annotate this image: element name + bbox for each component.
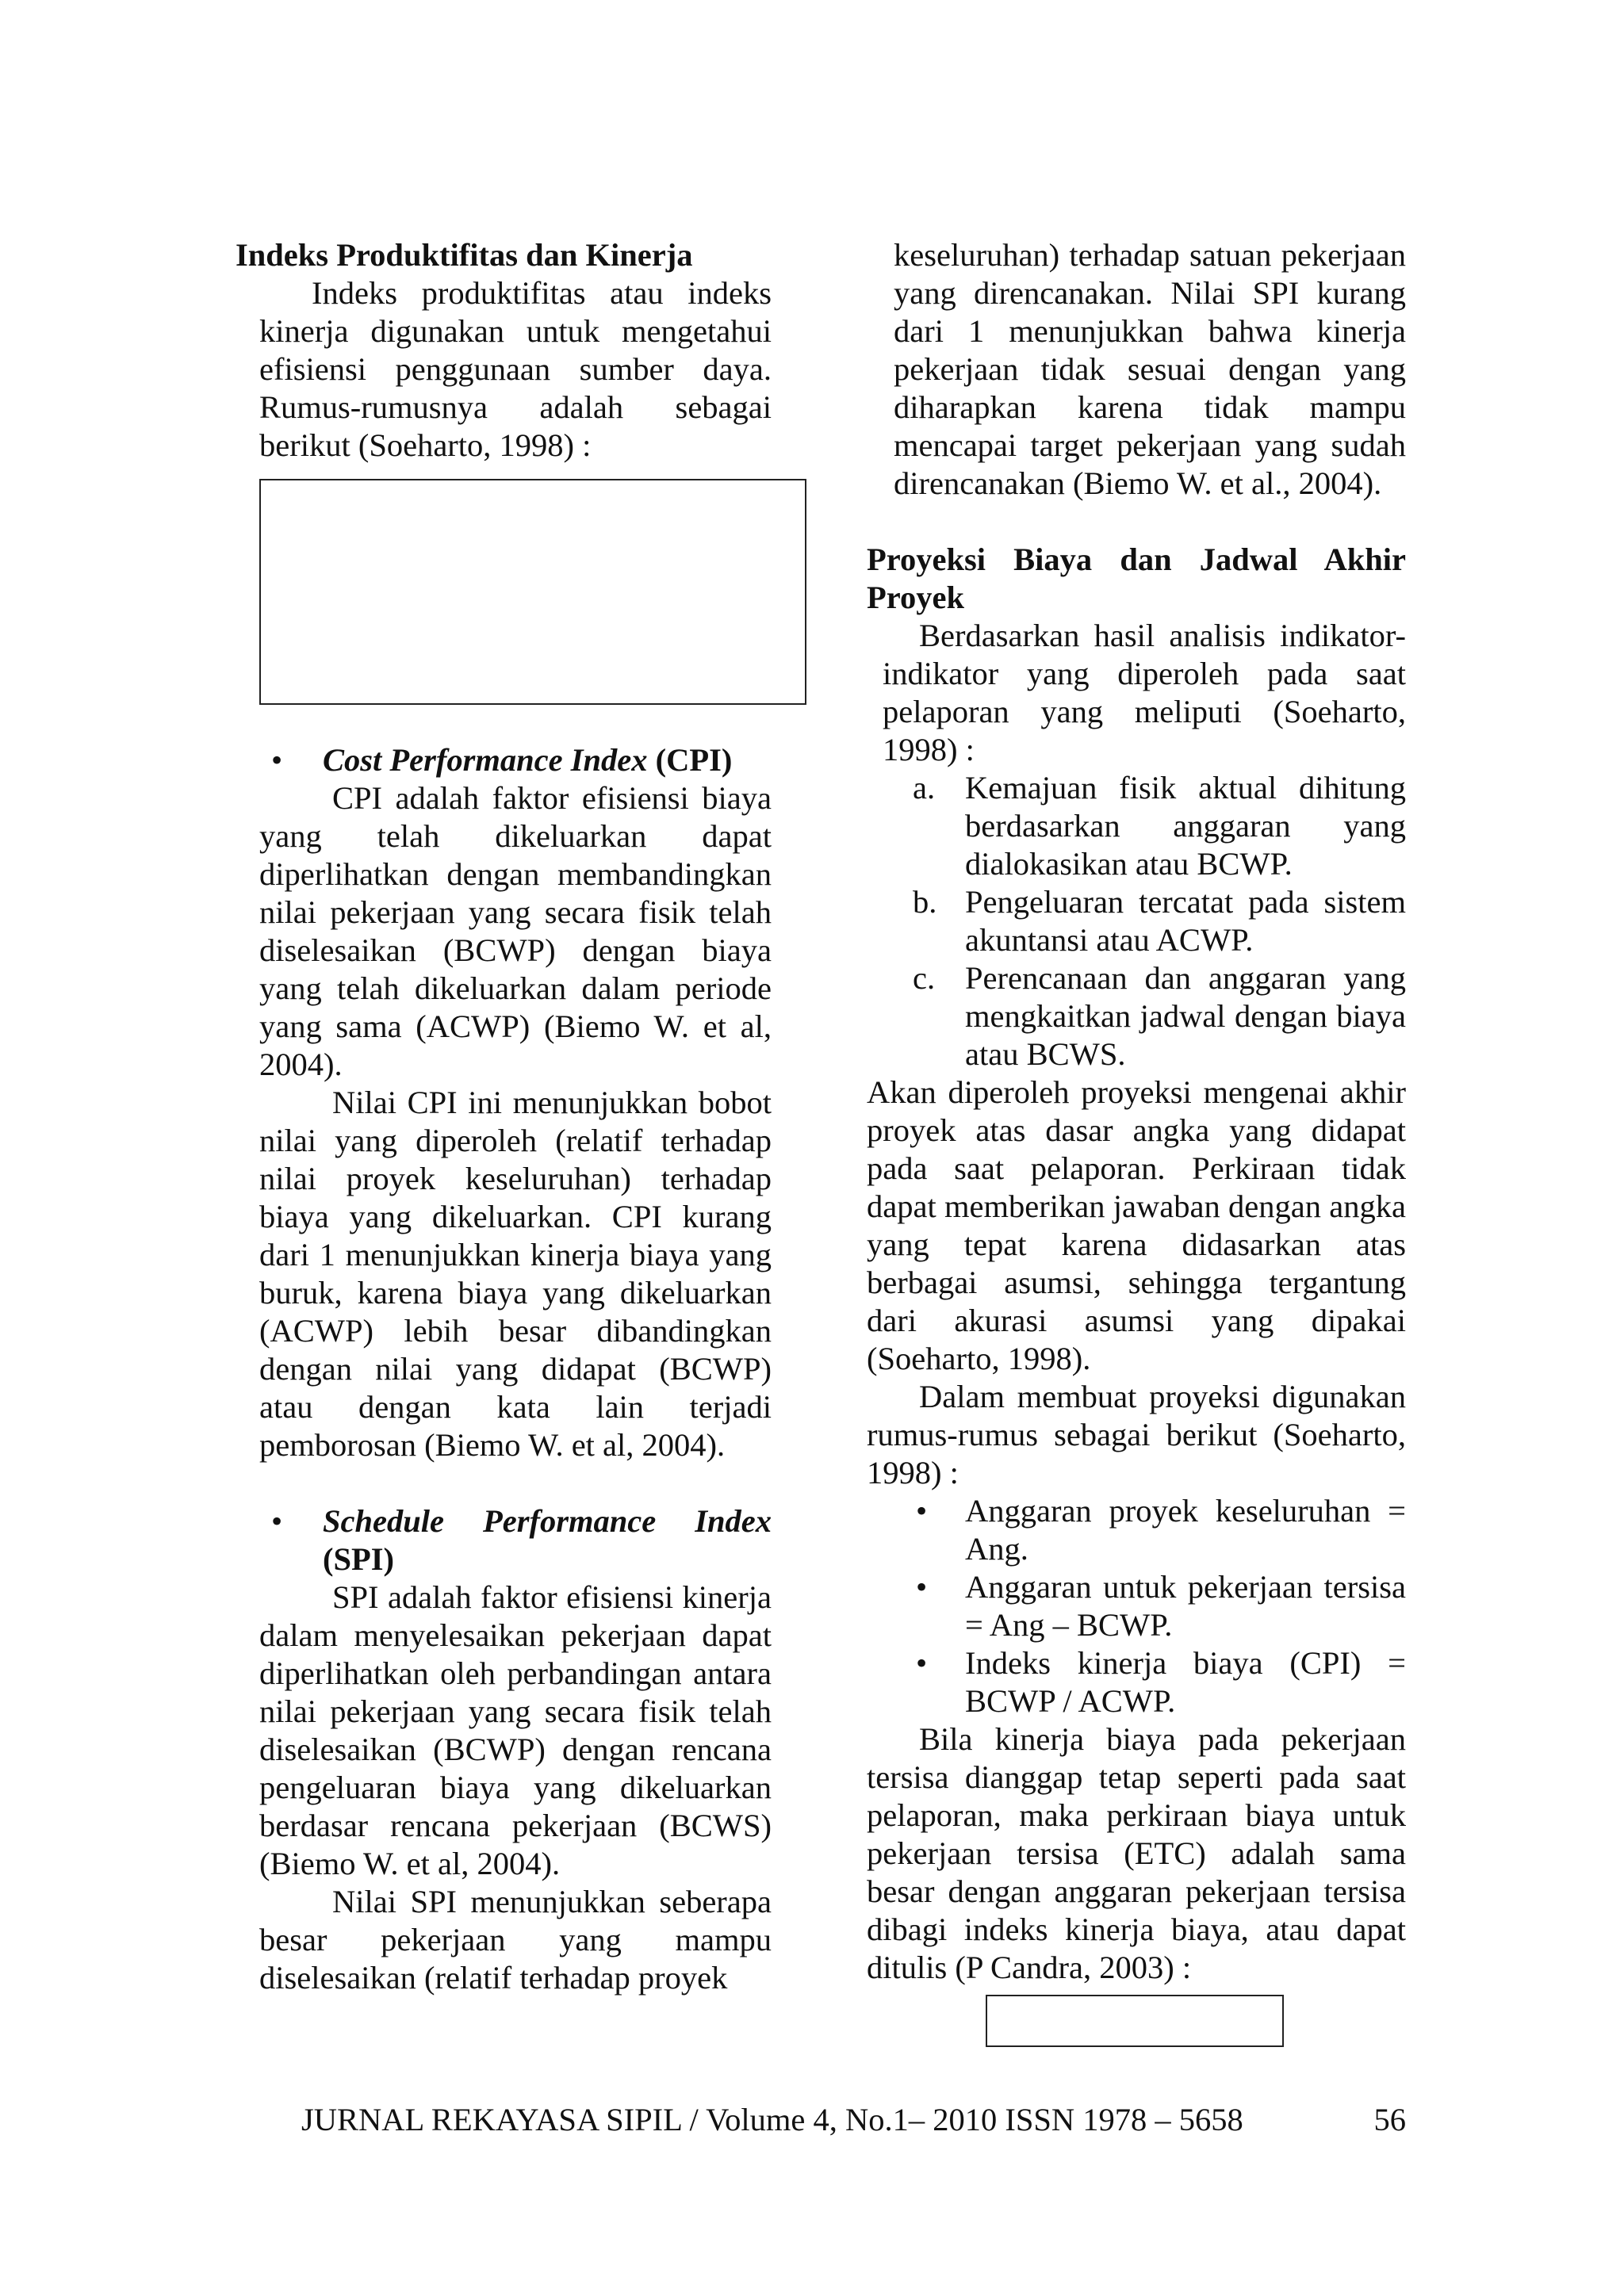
- right-column: [867, 236, 1406, 2047]
- spi-bullet: [236, 1502, 772, 1578]
- paragraph-akan: Akan diperoleh proyeksi mengenai akhir proyek atas dasar angka yang didapat pada saat pelaporan. Perkiraan tidak dapat memberikan jawaban dengan angka yang tepat karena didasarkan atas berbagai asumsi, sehingga tergantung dari akurasi asumsi yang dipakai (Soeharto, 1998).: [867, 1074, 1406, 1376]
- section-heading-proyeksi: Proyeksi Biaya dan Jadwal Akhir Proyek: [867, 541, 1406, 615]
- bullet-icon: •: [916, 1493, 928, 1529]
- bullet-icon: •: [916, 1645, 928, 1681]
- left-column: [236, 236, 772, 1997]
- cpi-abbr: (CPI): [655, 742, 733, 778]
- cpi-bullet: [236, 741, 772, 779]
- cpi-body: [236, 779, 772, 1464]
- section-heading-indeks: Indeks Produktifitas dan Kinerja: [236, 237, 693, 273]
- list-item: • Anggaran untuk pekerjaan tersisa = Ang – BCWP.: [916, 1569, 1406, 1643]
- proyeksi-intro: Berdasarkan hasil analisis indikator-indikator yang diperoleh pada saat pelaporan yang meliputi (Soeharto, 1998) :: [883, 618, 1406, 767]
- spi-body: [236, 1578, 772, 1997]
- spi-abbr: (SPI): [323, 1541, 394, 1577]
- intro-paragraph: Indeks produktifitas atau indeks kinerja digunakan untuk mengetahui efisiensi penggunaan sumber daya. Rumus-rumusnya adalah sebagai berikut (Soeharto, 1998) :: [259, 275, 772, 463]
- list-item: c. Perencanaan dan anggaran yang mengkaitkan jadwal dengan biaya atau BCWS.: [913, 960, 1406, 1072]
- spi-continuation: keseluruhan) terhadap satuan pekerjaan yang direncanakan. Nilai SPI kurang dari 1 menunjukkan bahwa kinerja pekerjaan tidak sesuai dengan yang diharapkan karena tidak mampu mencapai target pekerjaan yang sudah direncanakan (Biemo W. et al., 2004).: [894, 237, 1406, 501]
- cpi-paragraph-1: CPI adalah faktor efisiensi biaya yang telah dikeluarkan dapat diperlihatkan dengan membandingkan nilai pekerjaan yang secara fisik telah diselesaikan (BCWP) dengan biaya yang telah dikeluarkan dalam periode yang sama (ACWP) (Biemo W. et al, 2004).: [259, 780, 772, 1082]
- page-number: 56: [1373, 2102, 1406, 2137]
- list-item: a. Kemajuan fisik aktual dihitung berdasarkan anggaran yang dialokasikan atau BCWP.: [913, 770, 1406, 882]
- list-item: b. Pengeluaran tercatat pada sistem akuntansi atau ACWP.: [913, 884, 1406, 958]
- list-item: • Anggaran proyek keseluruhan = Ang.: [916, 1493, 1406, 1567]
- spi-paragraph-1: SPI adalah faktor efisiensi kinerja dalam menyelesaikan pekerjaan dapat diperlihatkan oleh perbandingan antara nilai pekerjaan yang secara fisik telah diselesaikan (BCWP) dengan rencana pengeluaran biaya yang dikeluarkan berdasar rencana pekerjaan (BCWS) (Biemo W. et al, 2004).: [259, 1579, 772, 1881]
- formula-bullets: [867, 1492, 1406, 1720]
- spi-paragraph-2: Nilai SPI menunjukkan seberapa besar pekerjaan yang mampu diselesaikan (relatif terhadap proyek: [259, 1884, 772, 1996]
- etc-formula-placeholder: [986, 1995, 1284, 2047]
- formula-image-placeholder: [259, 479, 806, 705]
- bullet-icon: •: [271, 1503, 283, 1539]
- alpha-list: [867, 769, 1406, 1073]
- cpi-title: Cost Performance Index: [323, 742, 648, 778]
- paragraph-dalam: Dalam membuat proyeksi digunakan rumus-rumus sebagai berikut (Soeharto, 1998) :: [867, 1379, 1406, 1490]
- bullet-icon: •: [271, 742, 283, 778]
- spi-title: Schedule Performance Index: [323, 1503, 772, 1539]
- cpi-paragraph-2: Nilai CPI ini menunjukkan bobot nilai yang diperoleh (relatif terhadap nilai proyek keseluruhan) terhadap biaya yang dikeluarkan. CPI kurang dari 1 menunjukkan kinerja biaya yang buruk, karena biaya yang dikeluarkan (ACWP) lebih besar dibandingkan dengan nilai yang didapat (BCWP) atau dengan kata lain terjadi pemborosan (Biemo W. et al, 2004).: [259, 1085, 772, 1463]
- bullet-icon: •: [916, 1569, 928, 1605]
- journal-citation: JURNAL REKAYASA SIPIL / Volume 4, No.1– 2010 ISSN 1978 – 5658: [301, 2102, 1243, 2137]
- paragraph-bila: Bila kinerja biaya pada pekerjaan tersisa dianggap tetap seperti pada saat pelaporan, maka perkiraan biaya untuk pekerjaan tersisa (ETC) adalah sama besar dengan anggaran pekerjaan tersisa dibagi indeks kinerja biaya, atau dapat ditulis (P Candra, 2003) :: [867, 1721, 1406, 1985]
- list-item: • Indeks kinerja biaya (CPI) = BCWP / ACWP.: [916, 1645, 1406, 1719]
- intro-block: [236, 274, 772, 705]
- spi-title-line: [323, 1502, 772, 1540]
